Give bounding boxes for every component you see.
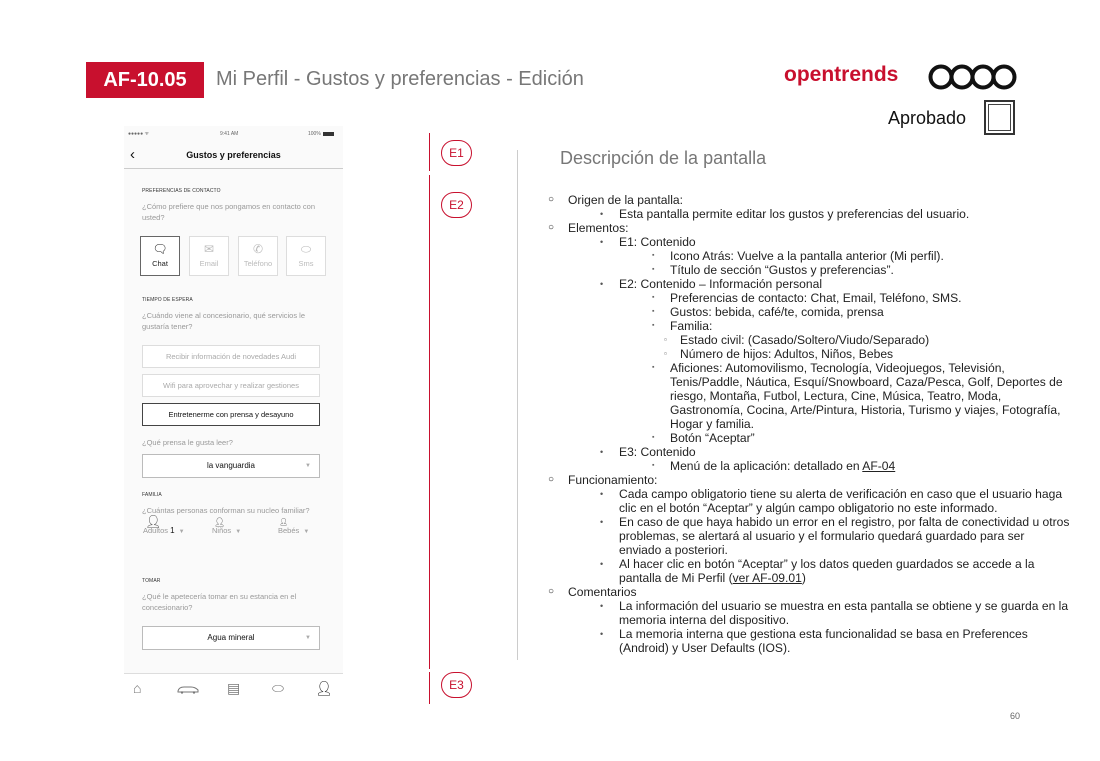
wait-question: ¿Cuándo viene al concesionario, qué servicios le gustaría tener? xyxy=(142,311,306,331)
wait-option[interactable]: Wifi para aprovechar y realizar gestiones xyxy=(142,374,320,397)
page-number: 60 xyxy=(1010,711,1021,721)
e3-text: Menú de la aplicación: detallado en xyxy=(670,459,863,473)
tab-bar xyxy=(124,673,343,704)
user-profile-icon[interactable]: 👤︎ xyxy=(315,680,333,696)
contact-option-label: Email xyxy=(199,259,219,268)
e2-family-subitem: ▫ Estado civil: (Casado/Soltero/Viudo/Separado) xyxy=(548,333,1070,347)
functioning-item: • En caso de que haya habido un error en el registro, por falta de conectividad u otros problemas, se alertará al usuario y el formulario quedará guardado para ser enviado a posteriori. xyxy=(548,515,1070,557)
brand-logo-text: opentrends xyxy=(784,63,899,86)
battery-icon xyxy=(323,132,334,136)
description-title: Descripción de la pantalla xyxy=(560,148,767,168)
contact-option-phone[interactable] xyxy=(238,236,278,276)
wait-option-selected[interactable]: Entretenerme con prensa y desayuno xyxy=(142,403,320,426)
drink-heading: TOMAR xyxy=(142,578,161,584)
e3-bracket-line xyxy=(429,672,430,704)
babies-label: Bebés xyxy=(278,526,300,535)
chevron-down-icon: ▼ xyxy=(305,463,311,469)
approved-label: Aprobado xyxy=(888,108,967,128)
contact-option-label: Sms xyxy=(298,259,314,268)
functioning-text: Al hacer clic en botón “Aceptar” y los datos queden guardados se accede a la pantalla de Mi Perfil ( xyxy=(619,557,1035,585)
contact-option-label: Chat xyxy=(152,259,168,268)
kids-stepper[interactable] xyxy=(212,517,242,535)
functioning-text-end: ) xyxy=(801,571,806,585)
functioning-item: • Cada campo obligatorio tiene su alerta de verificación en caso que el usuario haga clic en el botón “Aceptar” y algún campo obligatorio no este informado. xyxy=(548,487,1070,515)
sms-bubble-icon: ⬭ xyxy=(300,242,312,256)
drink-select-value: Agua mineral xyxy=(207,633,255,642)
kids-label: Niños xyxy=(212,526,232,535)
home-icon[interactable]: ⌂ xyxy=(133,680,142,696)
family-question: ¿Cuántas personas conforman su nucleo familiar? xyxy=(142,506,310,515)
e2-accept-item: ▪ Botón “Aceptar” xyxy=(548,431,1070,445)
description-list xyxy=(548,193,1070,655)
comments-heading: ○ Comentarios xyxy=(548,585,1070,599)
drink-select[interactable] xyxy=(142,626,320,650)
marker-e2: E2 xyxy=(441,192,472,218)
contact-option-chat[interactable] xyxy=(140,236,180,276)
chevron-down-icon: ▼ xyxy=(305,635,311,641)
origin-text: • Esta pantalla permite editar los gustos y preferencias del usuario. xyxy=(548,207,1070,221)
phone-mockup xyxy=(124,126,343,704)
contact-question: ¿Cómo prefiere que nos pongamos en contacto con usted? xyxy=(142,202,316,222)
marker-e1: E1 xyxy=(441,140,472,166)
audi-rings-logo xyxy=(927,63,1019,91)
af-09-01-link[interactable]: ver AF-09.01 xyxy=(732,571,802,585)
screen-title: Gustos y preferencias xyxy=(186,150,281,160)
press-select[interactable] xyxy=(142,454,320,478)
chat-bubble-icon[interactable]: ⬭ xyxy=(272,680,284,696)
babies-stepper[interactable] xyxy=(278,519,310,535)
status-bar xyxy=(124,131,343,141)
adults-label: Adultos xyxy=(143,526,169,535)
screen-code-badge: AF-10.05 xyxy=(86,62,204,98)
press-question: ¿Qué prensa le gusta leer? xyxy=(142,438,233,447)
baby-person-icon: 👤︎ xyxy=(279,519,288,526)
e2-tastes-item: ▪ Gustos: bebida, café/te, comida, prensa xyxy=(548,305,1070,319)
e2-bracket-line xyxy=(429,175,430,669)
e2-contact-item: ▪ Preferencias de contacto: Chat, Email, Teléfono, SMS. xyxy=(548,291,1070,305)
back-arrow-icon[interactable]: ‹ xyxy=(130,146,135,163)
envelope-icon: ✉︎ xyxy=(203,242,215,256)
car-icon[interactable] xyxy=(176,684,200,694)
comment-item: • La información del usuario se muestra en esta pantalla se obtiene y se guarda en la memoria interna del dispositivo. xyxy=(548,599,1070,627)
e2-hobbies-item: ▪ Aficiones: Automovilismo, Tecnología, Videojuegos, Televisión, Tenis/Paddle, Náutica, Esquí/Snowboard, Caza/Pesca, Golf, Deportes de riesgo, Montaña, Futbol, Lectura, Cine, Música, Teatro, Moda, Gastronomía, Cocina, Arte/Pintura, Historia, Turismo y viajes, Fotografía, Hogar y familia. xyxy=(548,361,1070,431)
chevron-down-icon: ▼ xyxy=(303,529,310,535)
adults-value: 1 xyxy=(170,526,175,535)
elements-heading: ○ Elementos: xyxy=(548,221,1070,235)
e2-family-subitem: ▫ Número de hijos: Adultos, Niños, Bebes xyxy=(548,347,1070,361)
signal-indicator: ●●●●● ᯤ xyxy=(128,131,150,137)
functioning-heading: ○ Funcionamiento: xyxy=(548,473,1070,487)
wait-heading: TIEMPO DE ESPERA xyxy=(142,297,193,303)
battery-indicator xyxy=(308,131,334,137)
nav-divider xyxy=(124,168,343,169)
chevron-down-icon: ▼ xyxy=(178,529,185,535)
origin-heading: ○ Origen de la pantalla: xyxy=(548,193,1070,207)
dealership-icon[interactable]: ▤ xyxy=(227,680,241,696)
e2-heading: • E2: Contenido – Información personal xyxy=(548,277,1070,291)
marker-e3: E3 xyxy=(441,672,472,698)
chat-bubble-icon: 🗨︎ xyxy=(152,242,168,256)
wait-option[interactable]: Recibir información de novedades Audi xyxy=(142,345,320,368)
drink-question: ¿Qué le apetecería tomar en su estancia en el concesionario? xyxy=(142,592,297,612)
comment-item: • La memoria interna que gestiona esta funcionalidad se basa en Preferences (Android) y User Defaults (IOS). xyxy=(548,627,1070,655)
press-select-value: la vanguardia xyxy=(206,461,256,470)
family-heading: FAMILIA xyxy=(142,492,162,498)
column-divider xyxy=(517,150,518,660)
e3-item xyxy=(548,459,1070,473)
kid-person-icon: 👤︎ xyxy=(214,517,226,527)
battery-percent: 100% xyxy=(308,131,321,137)
e1-item: ▪ Icono Atrás: Vuelve a la pantalla anterior (Mi perfil). xyxy=(548,249,1070,263)
status-time: 9:41 AM xyxy=(220,131,239,137)
adults-stepper[interactable] xyxy=(143,514,185,535)
contact-option-email[interactable] xyxy=(189,236,229,276)
e1-bracket-line xyxy=(429,133,430,171)
functioning-item xyxy=(548,557,1070,585)
contact-option-label: Teléfono xyxy=(243,259,273,268)
chevron-down-icon: ▼ xyxy=(235,529,242,535)
contact-option-sms[interactable] xyxy=(286,236,326,276)
slide-title: Mi Perfil - Gustos y preferencias - Edición xyxy=(216,68,584,90)
approved-checkbox[interactable] xyxy=(984,100,1015,135)
e3-heading: • E3: Contenido xyxy=(548,445,1070,459)
af-04-link[interactable]: AF-04 xyxy=(862,459,896,473)
phone-icon: ✆︎ xyxy=(252,242,264,256)
adult-person-icon: 👤︎ xyxy=(145,514,162,529)
contact-heading: PREFERENCIAS DE CONTACTO xyxy=(142,188,221,194)
e2-family-item: ▪ Familia: xyxy=(548,319,1070,333)
e1-item: ▪ Título de sección “Gustos y preferencias”. xyxy=(548,263,1070,277)
e1-heading: • E1: Contenido xyxy=(548,235,1070,249)
